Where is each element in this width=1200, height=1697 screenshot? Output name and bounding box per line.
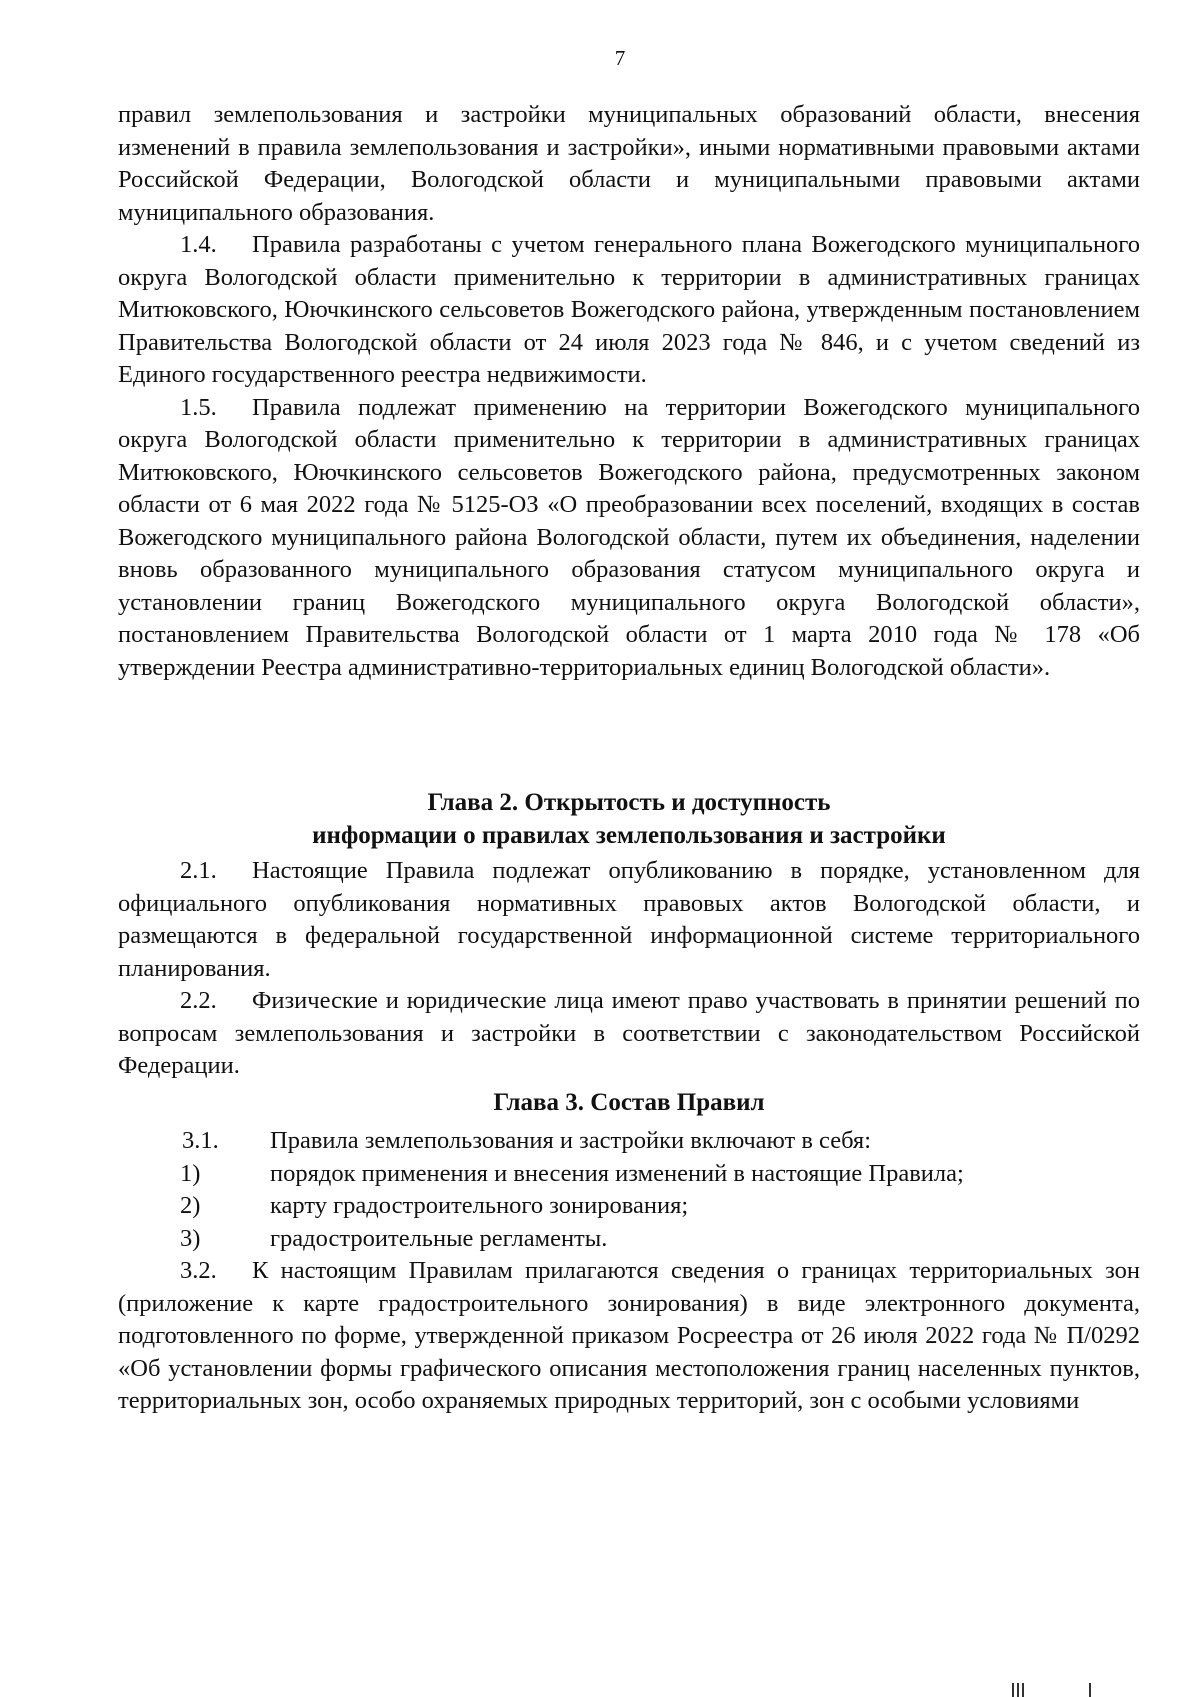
list-item-text: карту градостроительного зонирования; bbox=[270, 1192, 689, 1219]
clause-text: Правила разработаны с учетом генерального плана Вожегодского муниципального округа Вологодской области применительно к территории в административных границах Митюковского, Юючкинского сельсоветов Вожегодского района, утвержденным постановлением Правительства Вологодской области от 24 июля 2023 года № 846, и с учетом сведений из Единого государственного реестра недвижимости. bbox=[118, 231, 1140, 388]
clause-text: Физические и юридические лица имеют право участвовать в принятии решений по вопросам землепользования и застройки в соответствии с законодательством Российской Федерации. bbox=[118, 987, 1140, 1079]
chapter-3-heading bbox=[118, 1086, 1140, 1119]
clause-number: 2.1. bbox=[180, 857, 217, 884]
list-item-number: 3) bbox=[180, 1224, 201, 1252]
chapter-title-line: информации о правилах землепользования и застройки bbox=[312, 822, 946, 849]
list-item bbox=[118, 1190, 1140, 1223]
clause-2-1 bbox=[118, 855, 1140, 985]
list-item bbox=[118, 1158, 1140, 1191]
clause-text: Правила подлежат применению на территории Вожегодского муниципального округа Вологодской области применительно к территории в административных границах Митюковского, Юючкинского сельсоветов Вожегодского района, предусмотренных законом области от 6 мая 2022 года № 5125-ОЗ «О преобразовании всех поселений, входящих в состав Вожегодского муниципального района Вологодской области, путем их объединения, наделении вновь образованного муниципального образования статусом муниципального округа и установлении границ Вожегодского муниципального округа Вологодской области», постановлением Правительства Вологодской области от 1 марта 2010 года № 178 «Об утверждении Реестра административно-территориальных единиц Вологодской области». bbox=[118, 393, 1140, 681]
clause-text: Правила землепользования и застройки включают в себя: bbox=[270, 1127, 872, 1154]
clause-number: 2.2. bbox=[180, 987, 217, 1014]
clause-text: Настоящие Правила подлежат опубликованию в порядке, установленном для официального опубликования нормативных правовых актов Вологодской области, и размещаются в федеральной государственной информационной системе территориального планирования. bbox=[118, 857, 1140, 982]
chapter-2-body bbox=[118, 855, 1140, 1083]
scan-mark bbox=[1017, 1683, 1019, 1697]
list-item bbox=[118, 1223, 1140, 1256]
scan-mark bbox=[1089, 1683, 1091, 1697]
chapter-title-line: Глава 3. Состав Правил bbox=[493, 1089, 765, 1116]
intro-paragraph: правил землепользования и застройки муниципальных образований области, внесения изменений в правила землепользования и застройки», иными нормативными правовыми актами Российской Федерации, Вологодской области и муниципальными правовыми актами муниципального образования. bbox=[118, 101, 1140, 226]
page-number: 7 bbox=[614, 46, 626, 70]
list-item-text: градостроительные регламенты. bbox=[270, 1224, 608, 1252]
clause-2-2 bbox=[118, 985, 1140, 1083]
list-item-number: 2) bbox=[180, 1192, 201, 1219]
clause-number: 3.1. bbox=[182, 1127, 219, 1154]
chapter-title-line: Глава 2. Открытость и доступность bbox=[427, 789, 831, 816]
scan-mark bbox=[1012, 1683, 1014, 1697]
scan-mark bbox=[1022, 1683, 1024, 1697]
list-item-text: порядок применения и внесения изменений в настоящие Правила; bbox=[270, 1159, 964, 1187]
clause-1-4 bbox=[118, 229, 1140, 392]
chapter-2-heading bbox=[118, 786, 1140, 852]
list-item-number: 1) bbox=[180, 1159, 201, 1187]
clause-number: 1.4. bbox=[180, 231, 217, 258]
section-1-continuation bbox=[118, 99, 1140, 684]
chapter-3-body bbox=[118, 1125, 1140, 1418]
clause-number: 1.5. bbox=[180, 393, 217, 421]
clause-3-1 bbox=[118, 1125, 1140, 1158]
clause-3-2 bbox=[118, 1255, 1140, 1418]
clause-number: 3.2. bbox=[180, 1257, 217, 1284]
clause-text: К настоящим Правилам прилагаются сведения о границах территориальных зон (приложение к карте градостроительного зонирования) в виде электронного документа, подготовленного по форме, утвержденной приказом Росреестра от 26 июля 2022 года № П/0292 «Об установлении формы графического описания местоположения границ населенных пунктов, территориальных зон, особо охраняемых природных территорий, зон с особыми условиями bbox=[118, 1257, 1140, 1414]
clause-1-5 bbox=[118, 392, 1140, 685]
